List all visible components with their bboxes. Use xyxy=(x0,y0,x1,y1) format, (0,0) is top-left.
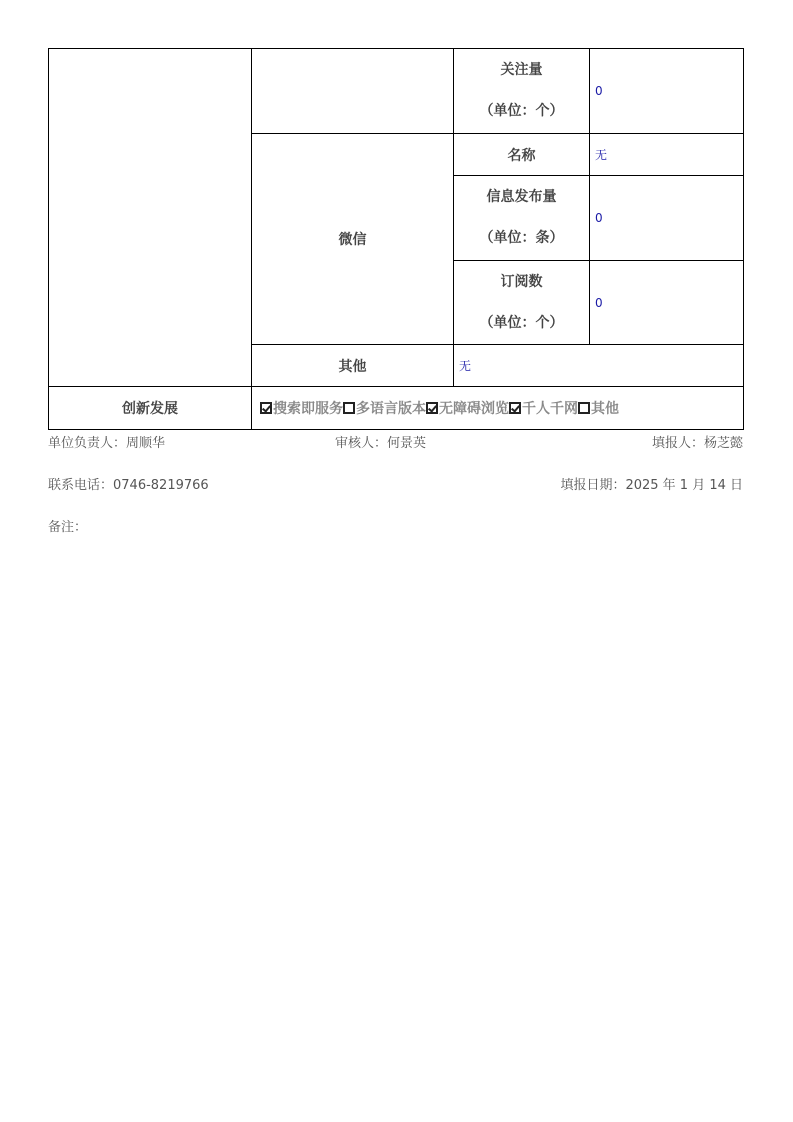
table-row xyxy=(49,387,744,430)
innovation-options xyxy=(252,387,744,430)
empty-platform-cell xyxy=(252,49,454,134)
empty-category-cell xyxy=(49,49,252,387)
unit-head: 单位负责人：周顺华 xyxy=(48,436,166,451)
posts-label-cell xyxy=(454,176,590,261)
option-label: 其他 xyxy=(591,401,619,417)
report-table xyxy=(48,48,744,430)
innovation-label: 创新发展 xyxy=(49,387,252,430)
option-personalized[interactable] xyxy=(509,401,578,417)
checkbox-icon[interactable] xyxy=(343,402,355,414)
fill-date: 填报日期：2025 年 1 月 14 日 xyxy=(560,478,743,493)
phone: 联系电话：0746-8219766 xyxy=(48,478,209,493)
followers-label: 关注量 xyxy=(500,62,543,78)
subs-unit: （单位：个） xyxy=(479,314,564,331)
remarks-line xyxy=(48,516,743,534)
followers-unit: （单位：个） xyxy=(479,103,564,119)
posts-value: 0 xyxy=(590,176,744,261)
checkbox-icon[interactable] xyxy=(426,402,438,414)
reviewer: 审核人：何景英 xyxy=(335,436,427,451)
option-label: 多语言版本 xyxy=(356,401,426,417)
option-other[interactable] xyxy=(578,401,619,417)
option-label: 搜索即服务 xyxy=(273,401,343,417)
option-label: 无障碍浏览 xyxy=(439,401,509,417)
checkbox-icon[interactable] xyxy=(509,402,521,414)
name-label: 名称 xyxy=(454,134,590,176)
posts-unit: （单位：条） xyxy=(479,230,564,246)
signature-line xyxy=(48,432,743,450)
checkbox-icon[interactable] xyxy=(260,402,272,414)
subs-value: 0 xyxy=(590,261,744,345)
wechat-label: 微信 xyxy=(252,134,454,345)
other-label: 其他 xyxy=(252,345,454,387)
report-table-wrapper xyxy=(48,48,743,430)
posts-label: 信息发布量 xyxy=(486,189,557,205)
subs-label-cell xyxy=(454,261,590,345)
followers-label-cell xyxy=(454,49,590,134)
checkbox-icon[interactable] xyxy=(578,402,590,414)
other-value: 无 xyxy=(454,345,744,387)
remarks: 备注： xyxy=(48,520,88,535)
followers-value: 0 xyxy=(590,49,744,134)
name-value: 无 xyxy=(590,134,744,176)
table-row xyxy=(49,49,744,134)
option-multilingual[interactable] xyxy=(343,401,426,417)
filler: 填报人：杨芝懿 xyxy=(651,436,743,451)
contact-line xyxy=(48,474,743,492)
option-label: 千人千网 xyxy=(522,401,578,417)
option-search-as-service[interactable] xyxy=(260,401,343,417)
option-accessibility[interactable] xyxy=(426,401,509,417)
subs-label: 订阅数 xyxy=(500,273,543,290)
